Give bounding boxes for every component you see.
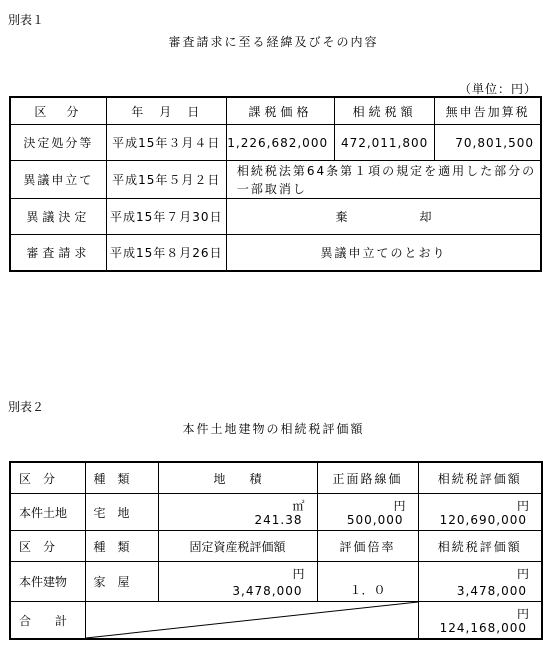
table-header-row (10, 97, 541, 125)
row-kubun: 決定処分等 (10, 125, 106, 161)
header-kubun: 区 分 (10, 462, 85, 494)
appendix-2-title: 本件土地建物の相続税評価額 (182, 422, 365, 436)
yen-unit: 円 (516, 499, 529, 513)
table-row (10, 125, 541, 161)
diagonal-line (86, 602, 418, 638)
total-value-cell (418, 602, 542, 640)
total-label: 合 計 (10, 602, 85, 640)
building-kubun: 本件建物 (10, 562, 85, 602)
row-kubun: 審査請求 (10, 235, 106, 272)
header-value: 相続税評価額 (418, 462, 542, 494)
land-value-cell (418, 494, 542, 531)
yen-unit: 円 (516, 567, 529, 581)
header-kasan: 無申告加算税 (435, 97, 541, 125)
header-area: 地 積 (158, 462, 317, 494)
row-date: 平成15年７月30日 (106, 199, 226, 235)
header-kubun: 区 分 (10, 531, 85, 562)
row-kasan: 70,801,500 (435, 125, 541, 161)
header-kotei: 固定資産税評価額 (158, 531, 317, 562)
row-souzoku: 472,011,800 (335, 125, 435, 161)
building-kotei-cell (158, 562, 317, 602)
land-rosen: 500,000 (346, 513, 404, 527)
row-kazei: 1,226,682,000 (226, 125, 334, 161)
table-row (10, 161, 541, 199)
table-row (10, 235, 541, 272)
building-row (10, 562, 542, 602)
row-kubun: 異議申立て (10, 161, 106, 199)
yen-unit: 円 (292, 567, 305, 581)
land-kubun: 本件土地 (10, 494, 85, 531)
building-type: 家 屋 (85, 562, 158, 602)
history-table (9, 96, 542, 272)
land-type: 宅 地 (85, 494, 158, 531)
header-type: 種 類 (85, 531, 158, 562)
valuation-table (9, 461, 543, 640)
land-rosen-cell (317, 494, 418, 531)
row-date: 平成15年５月２日 (106, 161, 226, 199)
row-date: 平成15年３月４日 (106, 125, 226, 161)
header-kazei: 課税価格 (226, 97, 334, 125)
row-content: 異議申立てのとおり (226, 235, 541, 272)
header-souzoku: 相続税額 (335, 97, 435, 125)
building-bairitsu: １．０ (317, 562, 418, 602)
total-row (10, 602, 542, 640)
land-value: 120,690,000 (439, 513, 527, 527)
building-header-row (10, 531, 542, 562)
land-header-row (10, 462, 542, 494)
row-content: 相続税法第64条第１項の規定を適用した部分の一部取消し (226, 161, 541, 199)
land-area: 241.38 (254, 513, 303, 527)
row-kubun: 異議決定 (10, 199, 106, 235)
total-diagonal-cell (85, 602, 418, 640)
header-bairitsu: 評価倍率 (317, 531, 418, 562)
area-unit: ㎡ (292, 499, 305, 513)
header-rosen: 正面路線価 (317, 462, 418, 494)
header-type: 種 類 (85, 462, 158, 494)
appendix-1-label: 別表１ (8, 13, 45, 27)
row-date: 平成15年８月26日 (106, 235, 226, 272)
total-value: 124,168,000 (439, 621, 527, 635)
header-kubun: 区 分 (10, 97, 106, 125)
appendix-2-label: 別表２ (8, 400, 45, 414)
land-area-cell (158, 494, 317, 531)
building-kotei: 3,478,000 (232, 584, 303, 598)
appendix-1-title: 審査請求に至る経緯及びその内容 (168, 35, 379, 49)
building-value: 3,478,000 (456, 584, 527, 598)
unit-note: （単位：円） (458, 82, 537, 96)
header-date: 年 月 日 (106, 97, 226, 125)
building-value-cell (418, 562, 542, 602)
row-content: 棄 却 (226, 199, 541, 235)
header-value: 相続税評価額 (418, 531, 542, 562)
yen-unit: 円 (516, 607, 529, 621)
table-row (10, 199, 541, 235)
land-row (10, 494, 542, 531)
yen-unit: 円 (393, 499, 406, 513)
